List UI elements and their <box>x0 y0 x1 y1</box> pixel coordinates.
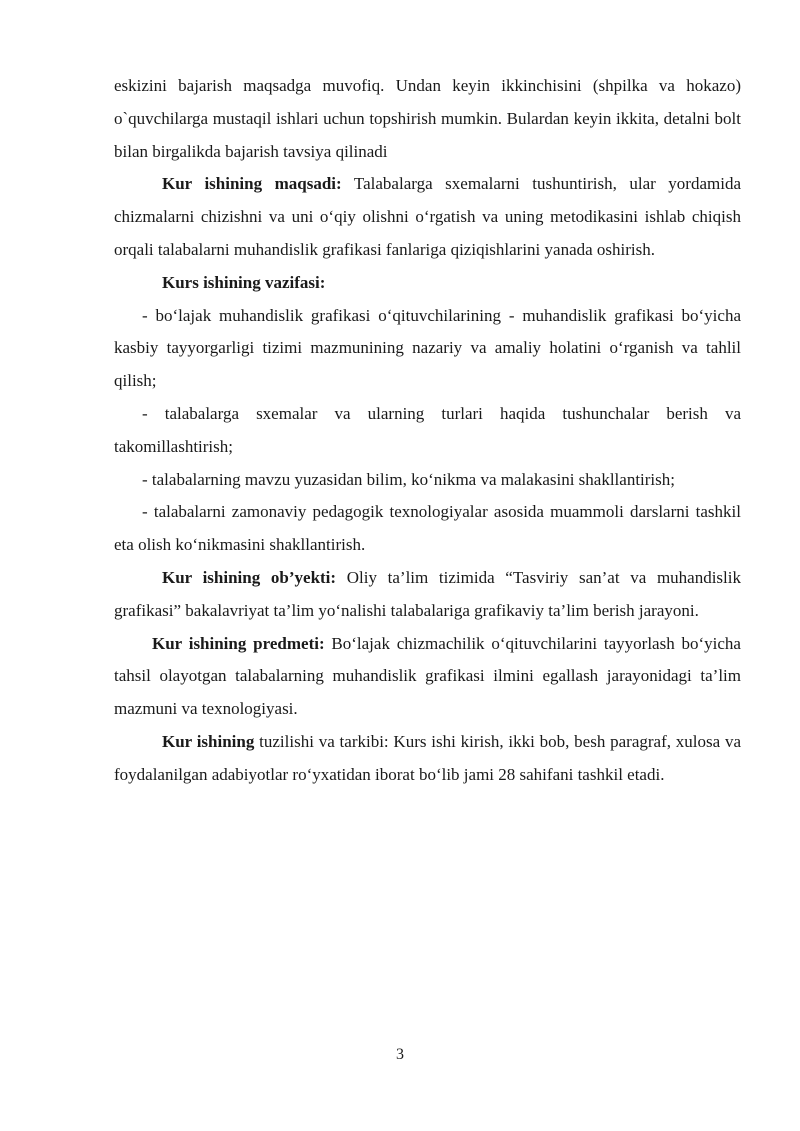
page-number: 3 <box>396 1046 404 1063</box>
tasks-heading <box>114 267 741 300</box>
structure-text: tuzilishi va tarkibi: Kurs ishi kirish, ikki bob, besh paragraf, xulosa va foydalanilgan adabiyotlar ro‘yxatidan iborat bo‘lib jami 28 sahifani tashkil etadi. <box>114 731 741 784</box>
task-item: - bo‘lajak muhandislik grafikasi o‘qituvchilarining - muhandislik grafikasi bo‘yicha kasbiy tayyorgarligi tizimi mazmunining nazariy va amaliy holatini o‘rganish va tahlil qilish; <box>114 305 741 391</box>
task-item: - talabalarni zamonaviy pedagogik texnologiyalar asosida muammoli darslarni tashkil eta olish ko‘nikmasini shakllantirish. <box>114 502 741 555</box>
paragraph-intro: eskizini bajarish maqsadga muvofiq. Undan keyin ikkinchisini (shpilka va hokazo) o`quvchilarga mustaqil ishlari uchun topshirish mumkin. Bulardan keyin ikkita, detalni bolt bilan birgalikda bajarish tavsiya qilinadi <box>114 76 741 161</box>
paragraph-subject <box>114 628 741 726</box>
goal-text: Talabalarga sxemalarni tushuntirish, ular yordamida chizmalarni chizishni va uni o‘qiy olishni o‘rgatish va uning metodikasini ishlab chiqish orqali talabalarni muhandislik grafikasi fanlariga qiziqishlarini yanada oshirish. <box>114 174 742 259</box>
paragraph-object <box>114 562 741 628</box>
task-item: - talabalarga sxemalar va ularning turlari haqida tushunchalar berish va takomillashtirish; <box>114 403 741 456</box>
object-text: Oliy ta’lim tizimida “Tasviriy san’at va muhandislik grafikasi” bakalavriyat ta’lim yo‘nalishi talabalariga grafikaviy ta’lim berish jarayoni. <box>114 567 741 620</box>
task-item: - talabalarning mavzu yuzasidan bilim, ko‘nikma va malakasini shakllantirish; <box>142 469 675 489</box>
document-body <box>114 70 741 792</box>
goal-label: Kur ishining maqsadi: <box>162 174 342 194</box>
paragraph-goal <box>114 168 741 266</box>
object-label: Kur ishining ob’yekti: <box>162 567 337 587</box>
structure-label: Kur ishining <box>162 731 255 751</box>
subject-label: Kur ishining predmeti: <box>152 633 325 653</box>
paragraph-structure <box>114 726 741 792</box>
tasks-label: Kurs ishining vazifasi: <box>162 272 326 292</box>
subject-text: Bo‘lajak chizmachilik o‘qituvchilarini tayyorlash bo‘yicha tahsil olayotgan talabalarning muhandislik grafikasi ilmini egallash jarayonidagi ta’lim mazmuni va texnologiyasi. <box>114 633 741 719</box>
